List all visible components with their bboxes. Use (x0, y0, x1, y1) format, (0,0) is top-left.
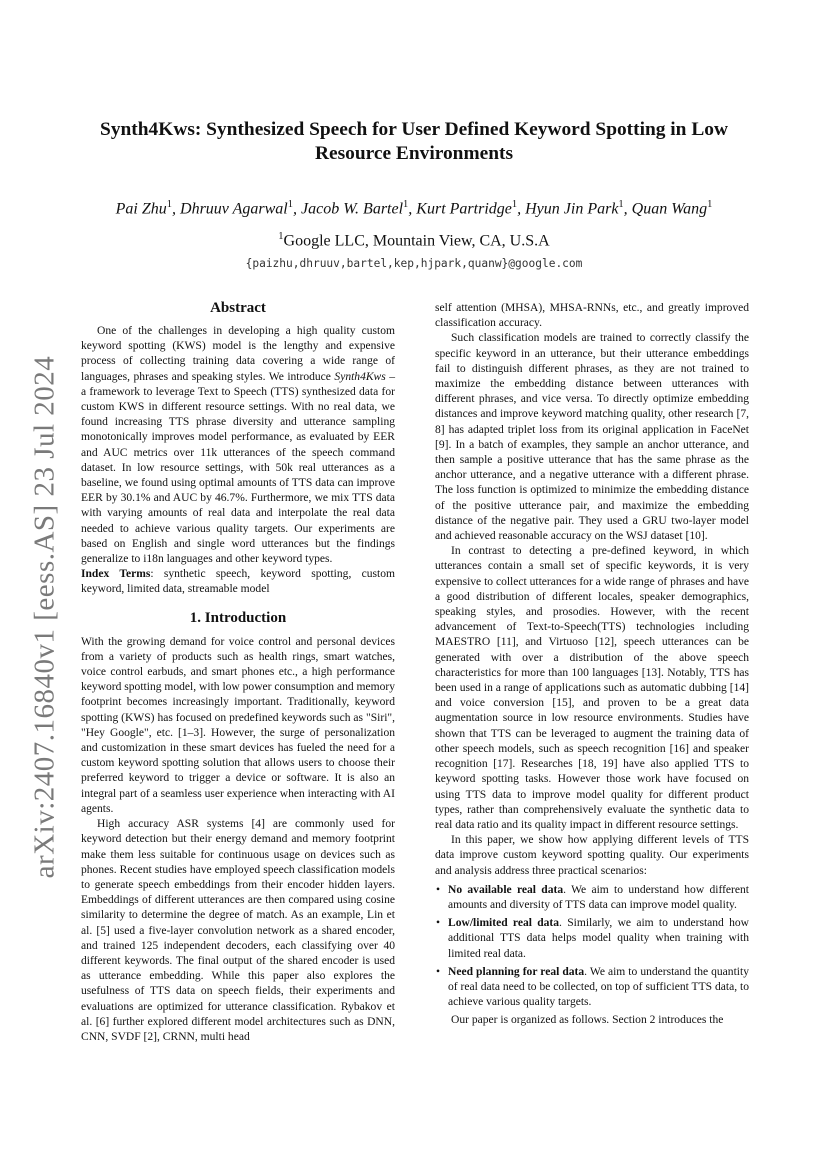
intro-paragraph-4: In contrast to detecting a pre-defined keyword, in which utterances contain a small set of specific keywords, it is very expensive to collect utterances for a wide range of phrases and have a good distribution of different locales, speaker demographics, speaking styles, and prosodies. However, with the recent advancement of Text-to-Speech(TTS) technologies including MAESTRO [11], and Virtuoso [12], speech utterances can be generated with over a distribution of the above speech characteristics for more than 100 languages [13]. Notably, TTS has been used in a range of applications such as automatic dubbing [14] and voice conversion [15], and proven to be a great data augmentation source in low resource environments. Studies have shown that TTS can be leveraged to augment the training data of other speech models, such as speech recognition [16] and speaker recognition [17]. Researches [18, 19] have also applied TTS to keyword spotting tasks. However those work have focused on using TTS data to improve model quality for different product types, rather than comprehensively evaluate the synthetic data to real data ratio and its quality impact in different resource settings. (435, 545, 749, 831)
scenario-item (435, 883, 749, 913)
scenario-text: . We aim to understand the quantity of real data need to be collected, on top of sufficient TTS data, to achieve various quality targets. (448, 965, 749, 1009)
author-emails: {paizhu,dhruuv,bartel,kep,hjpark,quanw}@google.com (245, 257, 583, 270)
scenario-title: Low/limited real data (448, 917, 560, 930)
index-terms-label: Index Terms (81, 568, 151, 581)
author-name: Jacob W. Bartel (300, 200, 404, 218)
scenario-item (435, 965, 749, 1011)
scenario-text: . We aim to understand how different amounts and diversity of TTS data can improve model quality. (448, 883, 750, 911)
affiliation-text: Google LLC, Mountain View, CA, U.S.A (283, 232, 550, 250)
intro-paragraph-6: Our paper is organized as follows. Section 2 introduces the (451, 1014, 724, 1027)
scenario-list (435, 883, 749, 1011)
intro-paragraph-1: With the growing demand for voice control and personal devices from a variety of products such as health rings, smart watches, voice control earbuds, and smart phones etc., a high performance keyword spotting model, with low power consumption and memory footprint becomes increasingly important. Traditionally, keyword spotting (KWS) has focused on predefined keywords such as "Siri", "Hey Google", etc. [1–3]. However, the surge of personalization and customization in these smart devices has fueled the need for a custom keyword spotting solution that allows users to choose their preferred keyword to trigger a device or software. It is also an integral part of a seamless user experience when interacting with AI agents. (81, 635, 395, 815)
affiliation-mark: 1 (166, 199, 173, 210)
index-terms-text: : synthetic speech, keyword spotting, custom keyword, limited data, streamable model (81, 568, 395, 596)
affiliation-mark: 1 (618, 199, 624, 210)
intro-paragraph-3: Such classification models are trained to correctly classify the specific keyword in an utterance, but their utterance embeddings fail to distinguish different phrases, as they are not trained to maximize the embedding distance between utterances with different phrases, and vice versa. To directly optimize embedding distances and improve keyword matching quality, other research [7, 8] has adapted triplet loss from its original application in FaceNet [9]. In a batch of examples, they sample an anchor utterance, and then sample a positive utterance that has the same phrase as the anchor utterance, and a negative utterance with a different phrase. The loss function is optimized to minimize the embedding distance of the positive utterance pair, and maximize the embedding distance of the negative pair. They used a GRU two-layer model and achieved reasonable accuracy on the WSJ dataset [10]. (435, 332, 749, 543)
bullet-icon: • (436, 883, 441, 896)
index-terms (81, 567, 395, 597)
scenario-title: Need planning for real data (448, 965, 585, 978)
intro-paragraph-2-continued: self attention (MHSA), MHSA-RNNs, etc., and greatly improved classification accuracy. (435, 302, 749, 330)
author-name: Pai Zhu (115, 200, 167, 218)
right-column (435, 301, 749, 1029)
author-name: Hyun Jin Park (525, 200, 619, 218)
author-list: Pai Zhu$^1$, Dhruuv Agarwal$^1$, Jacob W. Bartel$^1$, Kurt Partridge$^1$, Hyun Jin Park$^1$, Quan Wang$^1$ (115, 199, 713, 218)
left-column (81, 298, 395, 1045)
arxiv-identifier: arXiv:2407.16840v1 [eess.AS] 23 Jul 2024 (28, 355, 61, 879)
abstract-text (81, 324, 395, 567)
affiliation-mark: 1 (707, 199, 713, 210)
scenario-text: . Similarly, we aim to understand how additional TTS data helps model quality when training with limited real data. (448, 917, 749, 960)
affiliation-mark: 1 (403, 199, 409, 210)
affiliation-mark: 1 (287, 199, 293, 210)
author-name: Kurt Partridge (416, 200, 512, 218)
affiliation (60, 231, 768, 250)
intro-paragraph-2: High accuracy ASR systems [4] are commonly used for keyword detection but their energy demand and memory footprint make them less suitable for continuous usage on devices such as phones. Recent studies have employed speech classification models to generate speech embeddings from their encoder hidden layers. Embeddings of different utterances are then compared using cosine similarity to determine the degree of match. As an example, Lin et al. [5] used a five-layer convolution network as a shared encoder, and trained 125 independent decoders, each classifying over 40 different keywords. The final output of the shared encoder is used as utterance embedding. While this paper also explores the usefulness of TTS data on speech fields, their experiments and evaluations are optimized for utterance classification. Rybakov et al. [6] further explored different model architectures such as DNN, CNN, SVDF [2], CRNN, multi head (81, 818, 395, 1043)
affiliation-mark: 1 (278, 231, 284, 242)
abstract-text-part: – a framework to leverage Text to Speech (TTS) synthesized data for custom KWS in different resource settings. With no real data, we found increasing TTS phrase diversity and utterance sampling monotonically improves model performance, as evaluated by EER and AUC metrics over 11k utterances of the speech command dataset. In low resource settings, with 50k real utterances as a baseline, we found using optimal amounts of TTS data can improve EER by 30.1% and AUC by 46.7%. Furthermore, we mix TTS data with varying amounts of real data and interpolate the real data needed to achieve various quality targets. Our experiments are based on English and single word utterances but the findings generalize to i18n languages and other keyword types. (81, 370, 395, 566)
paper-title: Synth4Kws: Synthesized Speech for User Defined Keyword Spotting in Low Resource Environments (100, 119, 728, 164)
bullet-icon: • (436, 965, 441, 978)
abstract-text-part: One of the challenges in developing a high quality custom keyword spotting (KWS) model is the lengthy and expensive process of collecting training data covering a wide range of languages, phrases and speaking styles. We introduce (81, 325, 395, 383)
bullet-icon: • (436, 917, 441, 930)
framework-name: Synth4Kws (334, 370, 386, 383)
scenario-item (435, 916, 749, 962)
author-name: Dhruuv Agarwal (180, 200, 288, 218)
author-name: Quan Wang (631, 200, 708, 218)
abstract-heading: Abstract (210, 300, 266, 316)
scenario-title: No available real data (448, 883, 564, 896)
arxiv-sidebar-stamp (20, 355, 70, 879)
introduction-heading: 1. Introduction (189, 609, 287, 626)
intro-paragraph-5: In this paper, we show how applying different levels of TTS data improve custom keyword spotting quality. Our experiments and analysis address three practical scenarios: (435, 834, 749, 877)
affiliation-mark: 1 (511, 199, 518, 210)
